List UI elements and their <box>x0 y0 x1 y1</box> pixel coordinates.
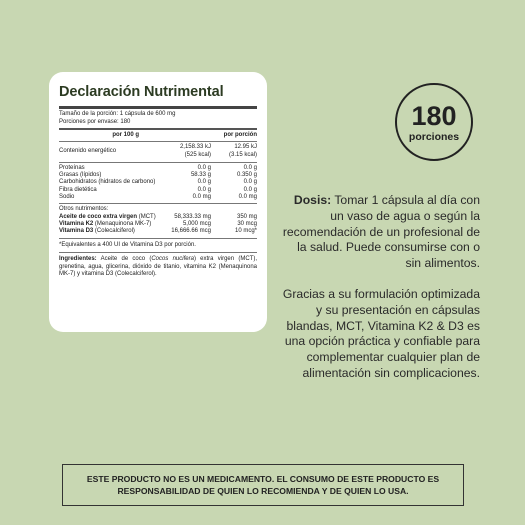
other-nutrients-heading: Otros nutrimentos: <box>59 206 109 213</box>
servings-label: porciones <box>408 130 460 143</box>
servings-badge <box>395 83 473 161</box>
dosage-text: Dosis: Tomar 1 cápsula al día con un vaso de agua o según la recomendación de un profesional de la salud. Puede consumirse con o sin alimentos. <box>282 193 480 271</box>
table-row: Vitamina D3 (Colecalciferol) 16,666.66 mcg 10 mcg* <box>59 228 257 235</box>
ingredients: Ingredientes: Aceite de coco (Cocos nucifera) extra virgen (MCT), grenetina, agua, glicerina, dióxido de titanio, vitamina K2 (Menaquinona MK-7) y vitamina D3 (Colecalciferol). <box>59 256 257 278</box>
table-header <box>59 130 257 141</box>
table-row: Grasas (lípidos) 58.33 g 0.350 g <box>59 172 257 179</box>
energy-serving-kcal: (3.15 kcal) <box>228 151 257 158</box>
servings-count: 180 <box>411 100 457 131</box>
warning-banner <box>62 464 464 506</box>
table-row: Aceite de coco extra virgen (MCT) 58,333.33 mg 350 mg <box>59 213 257 220</box>
nutrition-facts-panel <box>49 72 267 332</box>
ingredients-label: Ingredientes: <box>59 256 97 263</box>
energy-per100-kj: 2,158.33 kJ <box>179 144 211 151</box>
other-nutrients-table <box>59 206 257 235</box>
table-row: Vitamina K2 (Menaquinona MK-7) 5,000 mcg 30 mcg <box>59 220 257 227</box>
energy-row <box>59 144 257 159</box>
product-description <box>280 193 480 382</box>
serving-info <box>59 109 257 128</box>
warning-text: ESTE PRODUCTO NO ES UN MEDICAMENTO. EL CONSUMO DE ESTE PRODUCTO ES RESPONSABILIDAD DE QUIEN LO RECOMIENDA Y DE QUIEN LO USA. <box>86 474 440 496</box>
col-per-serving: por porción <box>223 132 257 138</box>
table-row: Carbohidratos (hidratos de carbono) 0.0 g 0.0 g <box>59 179 257 186</box>
energy-serving-kj: 12.95 kJ <box>234 144 257 151</box>
divider <box>59 162 257 163</box>
table-row: Sodio 0.0 mg 0.0 mg <box>59 194 257 201</box>
footnote: *Equivalentes a 400 UI de Vitamina D3 por porción. <box>59 241 196 248</box>
energy-label: Contenido energético <box>59 147 117 154</box>
nutrition-table <box>59 130 257 141</box>
energy-table <box>59 144 257 159</box>
description-text: Gracias a su formulación optimizada y su presentación en cápsulas blandas, MCT, Vitamina K2 & D3 es una opción práctica y confiable para complementar cualquier plan de alimentación sin complicaciones. <box>282 286 480 380</box>
divider <box>59 203 257 204</box>
panel-title: Declaración Nutrimental <box>59 84 224 100</box>
nutrients-table <box>59 165 257 201</box>
table-row: Proteínas 0.0 g 0.0 g <box>59 164 257 171</box>
table-row: Fibra dietética 0.0 g 0.0 g <box>59 186 257 193</box>
serving-size: Tamaño de la porción: 1 cápsula de 600 mg <box>59 111 176 117</box>
energy-per100-kcal: (525 kcal) <box>184 151 211 158</box>
dosage-label: Dosis: <box>293 193 332 207</box>
col-per-100g: por 100 g <box>112 132 140 138</box>
servings-per-container: Porciones por envase: 180 <box>59 118 131 125</box>
divider <box>59 141 257 142</box>
